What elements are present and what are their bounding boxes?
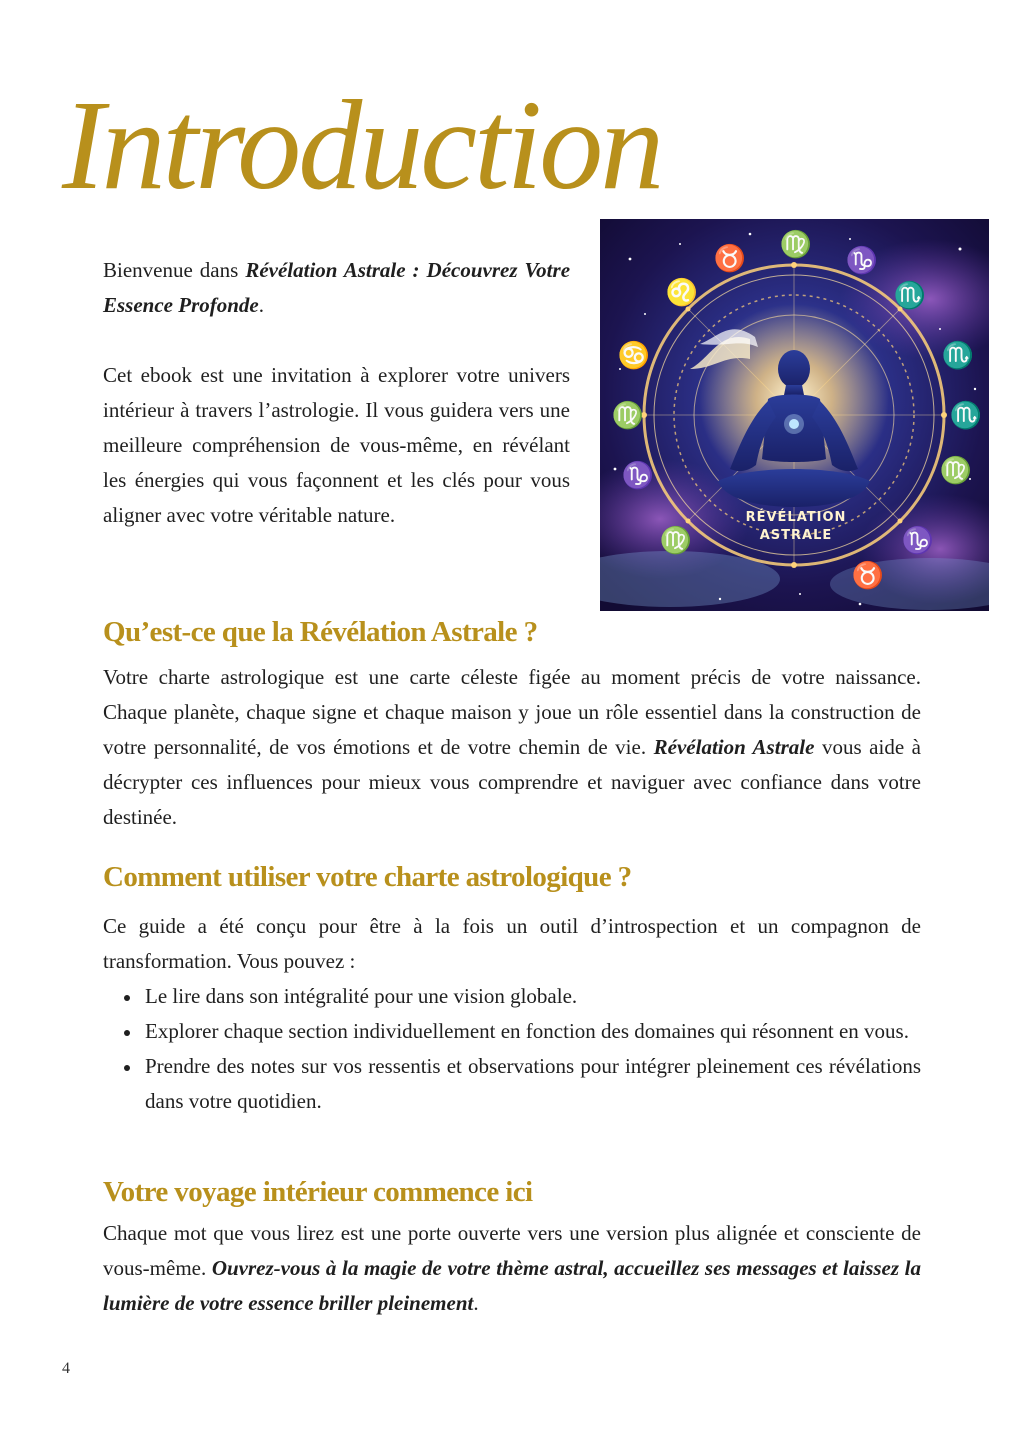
page-number: 4 bbox=[62, 1360, 70, 1377]
list-item-text: Prendre des notes sur vos ressentis et observations pour intégrer pleinement ces révélations dans votre quotidien. bbox=[145, 1054, 921, 1113]
welcome-lead: Bienvenue dans bbox=[103, 258, 246, 282]
section-what-is bbox=[103, 612, 921, 835]
usage-list bbox=[103, 979, 921, 1119]
list-item bbox=[145, 979, 921, 1014]
section-heading: Comment utiliser votre charte astrologique ? bbox=[103, 861, 632, 893]
section-text: Votre charte astrologique est une carte céleste figée au moment précis de votre naissance. Chaque planète, chaque signe et chaque maison y joue un rôle essentiel dans la construction de votre personnalité, de vos émotions et de votre chemin de vie. bbox=[103, 665, 921, 759]
welcome-paragraph bbox=[103, 253, 570, 323]
section-heading: Votre voyage intérieur commence ici bbox=[103, 1176, 533, 1208]
book-title: Révélation Astrale : Découvrez Votre Essence Profonde bbox=[103, 258, 571, 317]
svg-text:♏: ♏ bbox=[893, 281, 927, 311]
section-text: Chaque mot que vous lirez est une porte ouverte vers une version plus alignée et consciente de vous-même. bbox=[103, 1221, 921, 1280]
cover-image bbox=[600, 219, 989, 611]
section-text: . bbox=[473, 1291, 479, 1315]
section-text-bold: Révélation Astrale bbox=[653, 735, 815, 759]
section-text: vous aide à décrypter ces influences pour mieux vous comprendre et naviguer avec confiance dans votre destinée. bbox=[103, 735, 921, 829]
svg-text:♍: ♍ bbox=[939, 456, 973, 486]
svg-text:♍: ♍ bbox=[611, 401, 645, 431]
section-paragraph bbox=[103, 660, 921, 835]
svg-text:♏: ♏ bbox=[941, 341, 975, 371]
svg-text:♉: ♉ bbox=[713, 244, 747, 274]
svg-text:♌: ♌ bbox=[665, 278, 699, 308]
intro-column bbox=[103, 253, 570, 533]
svg-text:♏: ♏ bbox=[949, 401, 983, 431]
svg-text:♍: ♍ bbox=[659, 526, 693, 556]
svg-text:♑: ♑ bbox=[901, 526, 935, 556]
section-how-to-use bbox=[103, 857, 921, 1119]
list-item bbox=[145, 1049, 921, 1119]
section-paragraph bbox=[103, 1216, 921, 1321]
list-item bbox=[145, 1014, 921, 1049]
page-title: Introduction bbox=[62, 74, 662, 216]
list-item-text: Explorer chaque section individuellement en fonction des domaines qui résonnent en vous. bbox=[145, 1019, 909, 1043]
cover-label-line2: ASTRALE bbox=[759, 528, 833, 543]
svg-text:♋: ♋ bbox=[617, 341, 651, 371]
intro-paragraph: Cet ebook est une invitation à explorer votre univers intérieur à travers l’astrologie. Il vous guidera vers une meilleure compréhension de vous-même, en révélant les énergies qui vous façonnent et les clés pour vous aligner avec votre véritable nature. bbox=[103, 363, 570, 527]
svg-text:♉: ♉ bbox=[851, 561, 885, 591]
list-item-text: Le lire dans son intégralité pour une vision globale. bbox=[145, 984, 578, 1008]
cover-label-line1: RÉVÉLATION bbox=[745, 510, 847, 525]
svg-text:♑: ♑ bbox=[845, 246, 879, 276]
section-heading: Qu’est-ce que la Révélation Astrale ? bbox=[103, 616, 538, 648]
section-paragraph: Ce guide a été conçu pour être à la fois un outil d’introspection et un compagnon de transformation. Vous pouvez : bbox=[103, 914, 921, 973]
svg-text:♍: ♍ bbox=[779, 230, 813, 260]
svg-text:♑: ♑ bbox=[621, 461, 655, 491]
section-journey bbox=[103, 1172, 921, 1321]
section-text-bold: Ouvrez-vous à la magie de votre thème astral, accueillez ses messages et laissez la lumière de votre essence briller pleinement bbox=[103, 1256, 921, 1315]
welcome-end: . bbox=[258, 293, 264, 317]
